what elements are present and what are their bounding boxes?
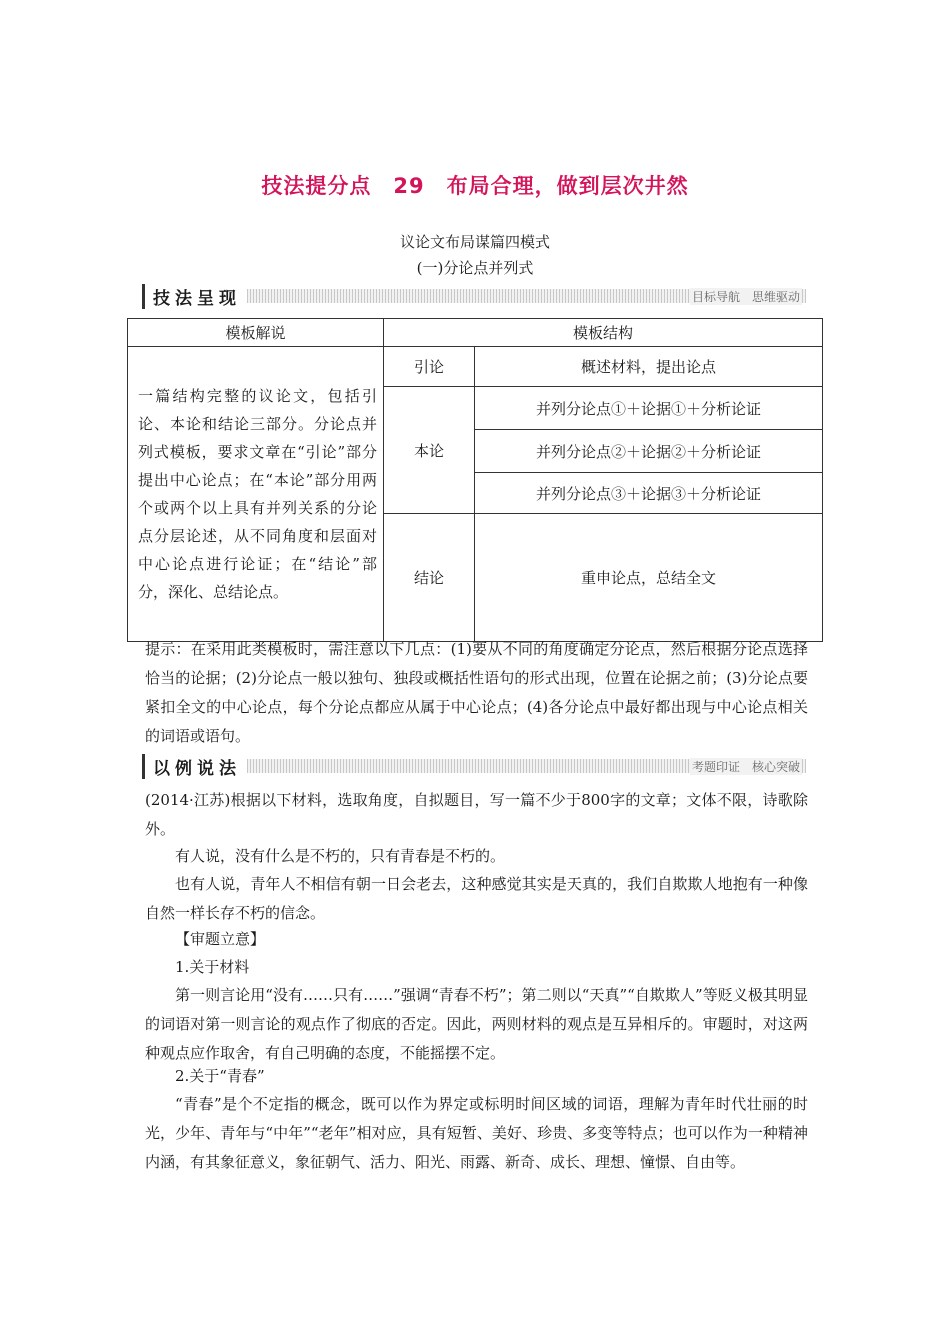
point-1-title: 1.关于材料	[175, 958, 250, 976]
section-tag: 目标导航 思维驱动	[691, 290, 800, 304]
section-tag: 考题印证 核心突破	[691, 760, 800, 774]
body-item-3: 并列分论点③＋论据③＋分析论证	[475, 473, 823, 514]
template-table	[127, 318, 823, 642]
section-bar-fill	[247, 289, 806, 303]
table-header-right: 模板结构	[384, 319, 823, 347]
point-2-text: “青春”是个不定指的概念，既可以作为界定或标明时间区域的词语，理解为青年时代壮丽的时光，少年、青年与“中年”“老年”相对应，具有短暂、美好、珍贵、多变等特点；也可以作为一种精神内涵，有其象征意义，象征朝气、活力、阳光、雨露、新奇、成长、理想、憧憬、自由等。	[145, 1095, 808, 1171]
part-intro: 引论	[384, 347, 475, 387]
subtitle-patterns: 议论文布局谋篇四模式	[399, 233, 550, 251]
point-2-title: 2.关于“青春”	[175, 1067, 265, 1085]
body-item-2: 并列分论点②＋论据②＋分析论证	[475, 430, 823, 473]
section-bar-example	[142, 755, 806, 777]
section-label: 技法呈现	[142, 284, 247, 309]
tip-paragraph: 提示：在采用此类模板时，需注意以下几点：(1)要从不同的角度确定分论点，然后根据分论点选择恰当的论据；(2)分论点一般以独句、独段或概括性语句的形式出现，位置在论据之前；(3)分论点要紧扣全文的中心论点，每个分论点都应从属于中心论点；(4)各分论点中最好都出现与中心论点相关的词语或语句。	[145, 640, 808, 745]
part-body: 本论	[384, 387, 475, 514]
point-1-text: 第一则言论用“没有……只有……”强调“青春不朽”；第二则以“天真”“自欺欺人”等贬义极其明显的词语对第一则言论的观点作了彻底的否定。因此，两则材料的观点是互异相斥的。审题时，对这两种观点应作取舍，有自己明确的态度，不能摇摆不定。	[145, 986, 808, 1062]
example-material-2: 也有人说，青年人不相信有朝一日会老去，这种感觉其实是天真的，我们自欺欺人地抱有一种像自然一样长存不朽的信念。	[145, 875, 808, 922]
example-prompt: (2014·江苏)根据以下材料，选取角度，自拟题目，写一篇不少于800字的文章；文体不限，诗歌除外。	[145, 791, 808, 838]
conclusion-content: 重申论点，总结全文	[475, 514, 823, 642]
table-header-left: 模板解说	[128, 319, 384, 347]
example-material-1: 有人说，没有什么是不朽的，只有青春是不朽的。	[175, 847, 506, 865]
analysis-heading: 【审题立意】	[175, 930, 266, 948]
section-label: 以例说法	[142, 754, 247, 779]
body-item-1: 并列分论点①＋论据①＋分析论证	[475, 387, 823, 430]
section-bar-technique	[142, 285, 806, 307]
part-conclusion: 结论	[384, 514, 475, 642]
page-title: 技法提分点 29 布局合理，做到层次井然	[261, 174, 689, 198]
section-bar-fill	[247, 759, 806, 773]
intro-content: 概述材料，提出论点	[475, 347, 823, 387]
template-description: 一篇结构完整的议论文，包括引论、本论和结论三部分。分论点并列式模板，要求文章在“引论”部分提出中心论点；在“本论”部分用两个或两个以上具有并列关系的分论点分层论述，从不同角度和层面对中心论点进行论证；在“结论”部分，深化、总结论点。	[128, 347, 384, 642]
subtitle-parallel: (一)分论点并列式	[416, 259, 534, 277]
